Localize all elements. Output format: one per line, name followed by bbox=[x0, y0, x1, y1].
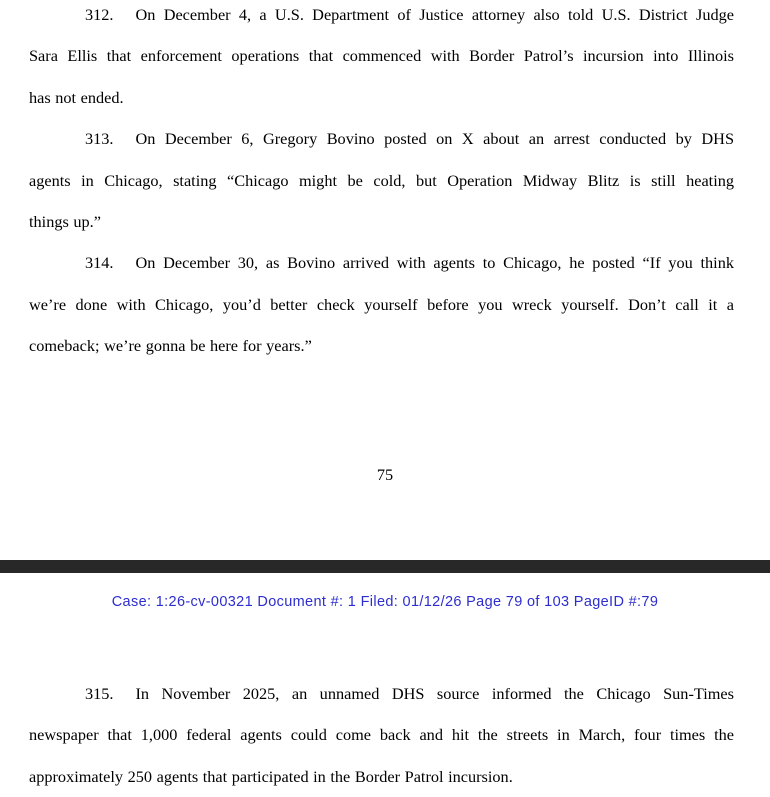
paragraph-line: newspaper that 1,000 federal agents could come back and hit the streets in March, four times the bbox=[29, 725, 734, 745]
paragraph-text: On December 30, as Bovino arrived with agents to Chicago, he posted “If you think bbox=[135, 253, 734, 273]
paragraph-line: comeback; we’re gonna be here for years.” bbox=[29, 336, 312, 356]
paragraph-312 bbox=[29, 0, 734, 118]
page-75-body-text bbox=[29, 0, 734, 367]
paragraph-line: agents in Chicago, stating “Chicago might be cold, but Operation Midway Blitz is still heating bbox=[29, 170, 734, 190]
tab-spacer bbox=[114, 19, 136, 20]
paragraph-line: we’re done with Chicago, you’d better check yourself before you wreck yourself. Don’t call it a bbox=[29, 294, 734, 314]
page-79-body-text bbox=[29, 673, 734, 797]
cmecf-header-stamp: Case: 1:26-cv-00321 Document #: 1 Filed: 01/12/26 Page 79 of 103 PageID #:79 bbox=[111, 594, 659, 610]
paragraph-number: 313. bbox=[85, 129, 114, 149]
tab-spacer bbox=[114, 267, 136, 268]
paragraph-line: has not ended. bbox=[29, 87, 124, 107]
paragraph-313 bbox=[29, 118, 734, 242]
paragraph-number: 315. bbox=[85, 684, 114, 703]
paragraph-315 bbox=[29, 673, 734, 797]
paragraph-line: Sara Ellis that enforcement operations that commenced with Border Patrol’s incursion into Illinois bbox=[29, 46, 734, 66]
page-break-separator bbox=[0, 560, 770, 573]
paragraph-text: On December 6, Gregory Bovino posted on X about an arrest conducted by DHS bbox=[135, 129, 734, 149]
paragraph-number: 312. bbox=[85, 5, 114, 24]
paragraph-314 bbox=[29, 242, 734, 366]
page-number: 75 bbox=[376, 465, 394, 484]
paragraph-line: things up.” bbox=[29, 212, 101, 232]
paragraph-number: 314. bbox=[85, 253, 114, 273]
paragraph-line bbox=[29, 0, 734, 35]
paragraph-line bbox=[29, 673, 734, 714]
paragraph-text: On December 4, a U.S. Department of Justice attorney also told U.S. District Judge bbox=[135, 5, 734, 24]
paragraph-line: approximately 250 agents that participated in the Border Patrol incursion. bbox=[29, 766, 513, 786]
paragraph-line bbox=[29, 118, 734, 159]
tab-spacer bbox=[114, 143, 136, 144]
paragraph-text: In November 2025, an unnamed DHS source informed the Chicago Sun-Times bbox=[135, 684, 734, 703]
paragraph-line bbox=[29, 242, 734, 283]
tab-spacer bbox=[114, 698, 136, 699]
